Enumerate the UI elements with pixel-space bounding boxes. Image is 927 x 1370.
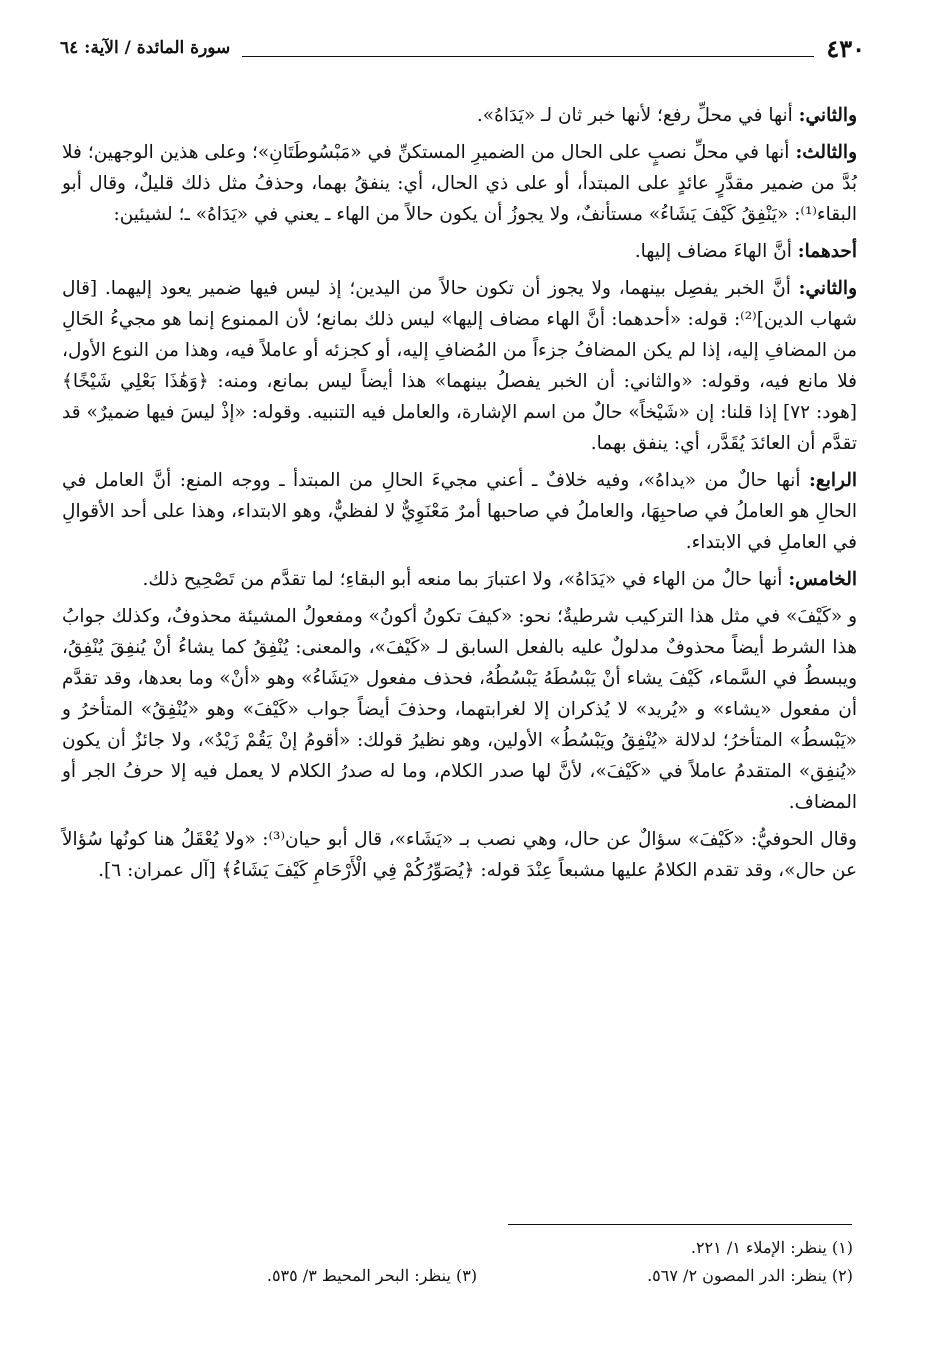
footnote-1: (١) ينظر: الإملاء ١/ ٢٢١. [690, 1238, 853, 1257]
paragraph-text: أنَّ الهاءَ مضاف إليها. [634, 241, 798, 262]
paragraph-text: وقال الحوفيُّ: «كَيْفَ» سؤالٌ عن حال، وهي نصب بـ «يَشَاء»، قال أبو حيان⁽³⁾: «ولا يُعْقَلُ هنا كونُها سُؤالاً عن حال»، وقد تقدم الكلامُ عليها مشبعاً عِنْدَ قوله: ﴿يُصَوِّرُكُمْ فِي الْأَرْحَامِ كَيْفَ يَشَاءُ﴾ [آل عمران: ٦]. [62, 829, 857, 881]
paragraph [62, 601, 857, 818]
paragraph-text: أنها حالٌ من «يداهُ»، وفيه خلافٌ ـ أعني مجيءَ الحالِ من المبتدأ ـ ووجه المنع: أنَّ العامل في الحالِ هو العاملُ في صاحبِهَا، والعاملُ في صاحبها أمرٌ مَعْنَوِيٌّ لا لفظيٌّ، وهو الابتداء، وهذا على أحد الأقوالِ في العاملِ في الابتداء. [62, 470, 857, 553]
paragraph-label: الخامس: [788, 569, 857, 590]
paragraph-label: أحدهما: [797, 241, 857, 262]
paragraph-text: أنها في محلِّ نصبٍ على الحال من الضميرِ المستكنِّ في «مَبْسُوطَتَانِ»؛ وعلى هذين الوجهين؛ فلا بُدَّ من ضمير مقدَّرٍ عائدٍ على المبتدأ، أو على ذي الحال، أي: ينفقُ بهما، وحذفُ مثل ذلك قليلٌ، وقال أبو البقاء⁽¹⁾: «يَنْفِقُ كَيْفَ يَشَاءُ» مستأنفٌ، ولا يجوزُ أن يكون حالاً من الهاء ـ يعني في «يَدَاهُ» ـ؛ لشيئين: [62, 142, 857, 225]
footnote-separator [508, 1224, 852, 1225]
paragraph [62, 100, 857, 131]
paragraph-label: والثاني: [798, 278, 857, 299]
footnote-2: (٢) ينظر: الدر المصون ٢/ ٥٦٧. [647, 1266, 853, 1285]
page-header [60, 28, 865, 68]
footnotes [70, 1234, 853, 1290]
paragraph-text: أنها حالٌ من الهاء في «يَدَاهُ»، ولا اعتبارَ بما منعه أبو البقاءِ؛ لما تقدَّم من تَصْحِيح ذلك. [142, 569, 789, 590]
paragraph-text: أنَّ الخبر يفصِل بينهما، ولا يجوز أن تكون حالاً من اليدين؛ إذ ليس فيها ضمير يعود إليهما. [قال شهاب الدين]⁽²⁾: قوله: «أحدهما: أنَّ الهاء مضاف إليها» ليس ذلك بمانع؛ لأن الممنوع إنما هو مجيءُ الحَالِ من المضافِ إليه، إذا لم يكن المضافُ جزءاً من المُضافِ إليه، أو كجزئه أو عاملاً فيه، وهذا من النوع الأول، فلا مانع فيه، وقوله: «والثاني: أن الخبر يفصلُ بينهما» هذا أيضاً ليس بمانع، ومنه: ﴿وَهَٰذَا بَعْلِي شَيْخًا﴾ [هود: ٧٢] إذا قلنا: إن «شَيْخاً» حالٌ من اسم الإشارة، والعامل فيه التنبيه. وقوله: «إذْ ليسَ فيها ضميرٌ» قد تقدَّم أن العائدَ يُقَدَّر، أي: ينفق بهما. [62, 278, 857, 454]
running-title: سورة المائدة / الآية: ٦٤ [60, 38, 231, 58]
paragraph-label: والثاني: [798, 105, 857, 126]
paragraph [62, 564, 857, 595]
footnote-row [70, 1234, 853, 1262]
paragraph-label: والثالث: [795, 142, 857, 163]
page-number: ٤٣٠ [826, 33, 865, 63]
paragraph-label: الرابع: [809, 470, 857, 491]
main-text [62, 100, 857, 892]
paragraph [62, 465, 857, 558]
paragraph [62, 824, 857, 886]
footnote-3: (٣) ينظر: البحر المحيط ٣/ ٥٣٥. [266, 1266, 478, 1285]
paragraph-text: و «كَيْفَ» في مثل هذا التركيب شرطيةٌ؛ نحو: «كيفَ تكونُ أكونُ» ومفعولُ المشيئة محذوفٌ، وكذلك جوابُ هذا الشرط أيضاً محذوفٌ مدلولٌ عليه بالفعل السابق لـ «كَيْفَ»، والمعنى: يُنْفِقُ كما يشاءُ أنْ يُنفِقَ يُنْفِقُ، ويبسطُ في السَّماء، كَيْفَ يشاء أنْ يَبْسُطَهُ يَبْسُطُهُ، فحذف مفعول «يَشَاءُ» وهو «أنْ» وما بعدها، وقد تقدَّم أن مفعول «يشاء» و «يُريد» لا يُذكران إلا لغرابتهما، وحذفَ أيضاً جواب «كَيْفَ» وهو «يُنْفِقُ» المتأخرُ و «يَبْسطُ» المتأخرُ؛ لدلالة «يُنْفِقُ ويَبْسُطُ» الأولين، وهو نظيرُ قولك: «أقومُ إنْ يَقُمْ زَيْدٌ»، ولا جائزٌ أن يكون «يُنفِق» المتقدمُ عاملاً في «كَيْفَ»، لأنَّ لها صدر الكلام، وما له صدرُ الكلام لا يعمل فيه إلا حرفُ الجر أو المضاف. [62, 606, 858, 813]
paragraph-text: أنها في محلِّ رفع؛ لأنها خبر ثان لـ «يَدَاهُ». [476, 105, 799, 126]
paragraph [62, 236, 857, 267]
paragraph [62, 137, 857, 230]
footnote-row [70, 1262, 853, 1290]
header-rule [242, 56, 814, 57]
paragraph [62, 273, 857, 459]
